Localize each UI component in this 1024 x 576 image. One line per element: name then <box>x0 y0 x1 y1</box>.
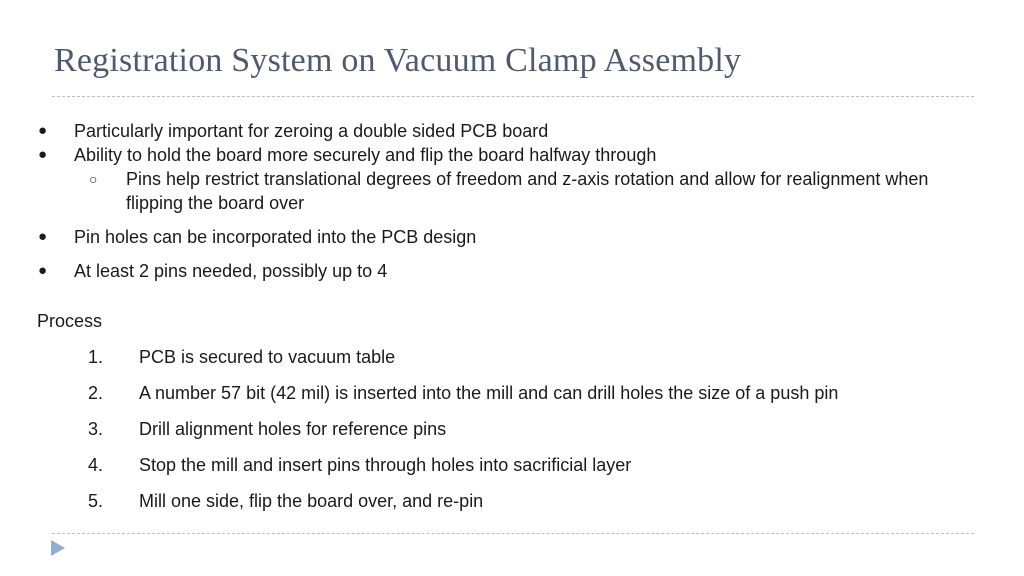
bullet-item <box>0 225 1000 249</box>
play-arrow-icon[interactable] <box>51 540 65 556</box>
step-number: 2. <box>88 383 104 403</box>
bullet-text: Ability to hold the board more securely and flip the board halfway through <box>74 145 657 165</box>
bullet-marker: ● <box>38 146 48 163</box>
bullet-text: At least 2 pins needed, possibly up to 4 <box>74 261 388 281</box>
process-step <box>0 489 838 513</box>
step-number: 1. <box>88 347 104 367</box>
sub-bullet-marker: ○ <box>89 171 98 187</box>
sub-bullet-item <box>0 167 1000 215</box>
step-number: 5. <box>88 491 104 511</box>
bullet-item <box>0 143 1000 167</box>
process-step <box>0 417 838 441</box>
process-step <box>0 345 838 369</box>
bullet-item <box>0 119 1000 143</box>
footer-divider <box>52 533 974 534</box>
slide-title: Registration System on Vacuum Clamp Assembly <box>54 42 742 79</box>
step-number: 3. <box>88 419 104 439</box>
step-number: 4. <box>88 455 104 475</box>
process-steps-list <box>0 345 838 525</box>
process-heading: Process <box>37 311 103 331</box>
sub-bullet-text: Pins help restrict translational degrees of freedom and z-axis rotation and allow for realignment when flipping the board over <box>126 169 929 213</box>
bullet-marker: ● <box>38 228 48 245</box>
process-step <box>0 453 838 477</box>
bullet-list <box>0 119 1000 283</box>
step-text: PCB is secured to vacuum table <box>139 347 396 367</box>
step-text: Drill alignment holes for reference pins <box>139 419 447 439</box>
step-text: A number 57 bit (42 mil) is inserted into the mill and can drill holes the size of a push pin <box>139 383 839 403</box>
step-text: Mill one side, flip the board over, and re-pin <box>139 491 484 511</box>
bullet-item <box>0 259 1000 283</box>
title-divider <box>52 96 974 97</box>
bullet-text: Pin holes can be incorporated into the PCB design <box>74 227 477 247</box>
bullet-marker: ● <box>38 262 48 279</box>
process-step <box>0 381 838 405</box>
step-text: Stop the mill and insert pins through holes into sacrificial layer <box>139 455 632 475</box>
bullet-marker: ● <box>38 122 48 139</box>
bullet-text: Particularly important for zeroing a double sided PCB board <box>74 121 549 141</box>
